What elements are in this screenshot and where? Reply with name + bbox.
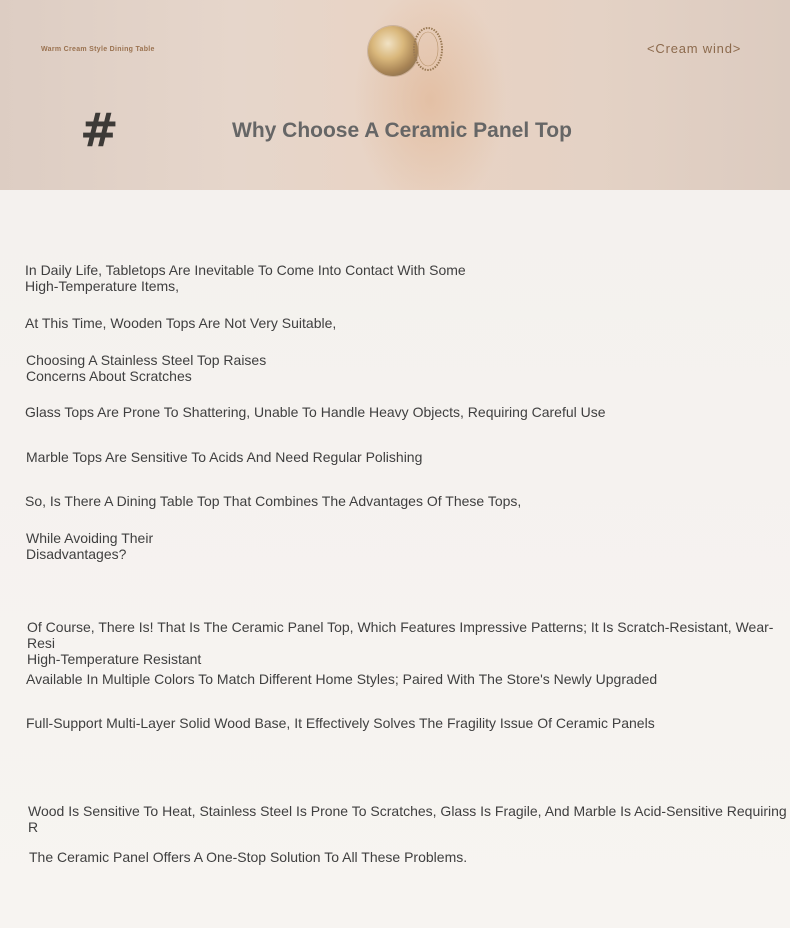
paragraph-high-temp-items: In Daily Life, Tabletops Are Inevitable To Come Into Contact With Some High-Temperature Items, — [25, 262, 466, 294]
paragraph-materials-summary: Wood Is Sensitive To Heat, Stainless Steel Is Prone To Scratches, Glass Is Fragile, And Marble Is Acid-Sensitive Requiring R — [28, 803, 787, 835]
paragraph-glass-tops: Glass Tops Are Prone To Shattering, Unable To Handle Heavy Objects, Requiring Careful Use — [25, 404, 606, 420]
paragraph-stainless-steel: Choosing A Stainless Steel Top Raises Concerns About Scratches — [26, 352, 267, 384]
brand-tagline: Warm Cream Style Dining Table — [41, 46, 155, 53]
paragraph-one-stop-solution: The Ceramic Panel Offers A One-Stop Solution To All These Problems. — [29, 849, 468, 865]
hash-symbol: # — [80, 103, 119, 157]
brand-name: <Cream wind> — [647, 41, 742, 56]
logo-ring-icon — [410, 24, 448, 74]
paragraph-wood-base: Full-Support Multi-Layer Solid Wood Base, It Effectively Solves The Fragility Issue Of Ceramic Panels — [26, 715, 655, 731]
header-banner — [0, 0, 790, 190]
paragraph-avoid-disadvantages: While Avoiding Their Disadvantages? — [26, 530, 154, 562]
paragraph-question: So, Is There A Dining Table Top That Combines The Advantages Of These Tops, — [25, 493, 522, 509]
page-title: Why Choose A Ceramic Panel Top — [232, 119, 572, 142]
paragraph-ceramic-panel: Of Course, There Is! That Is The Ceramic Panel Top, Which Features Impressive Patterns; It Is Scratch-Resistant, Wear-Resi High-Temperature Resistant — [27, 619, 774, 667]
paragraph-multiple-colors: Available In Multiple Colors To Match Different Home Styles; Paired With The Store's Newly Upgraded — [26, 671, 658, 687]
paragraph-marble-tops: Marble Tops Are Sensitive To Acids And Need Regular Polishing — [26, 449, 423, 465]
brand-logo — [366, 24, 452, 80]
paragraph-wooden-tops: At This Time, Wooden Tops Are Not Very Suitable, — [25, 315, 337, 331]
